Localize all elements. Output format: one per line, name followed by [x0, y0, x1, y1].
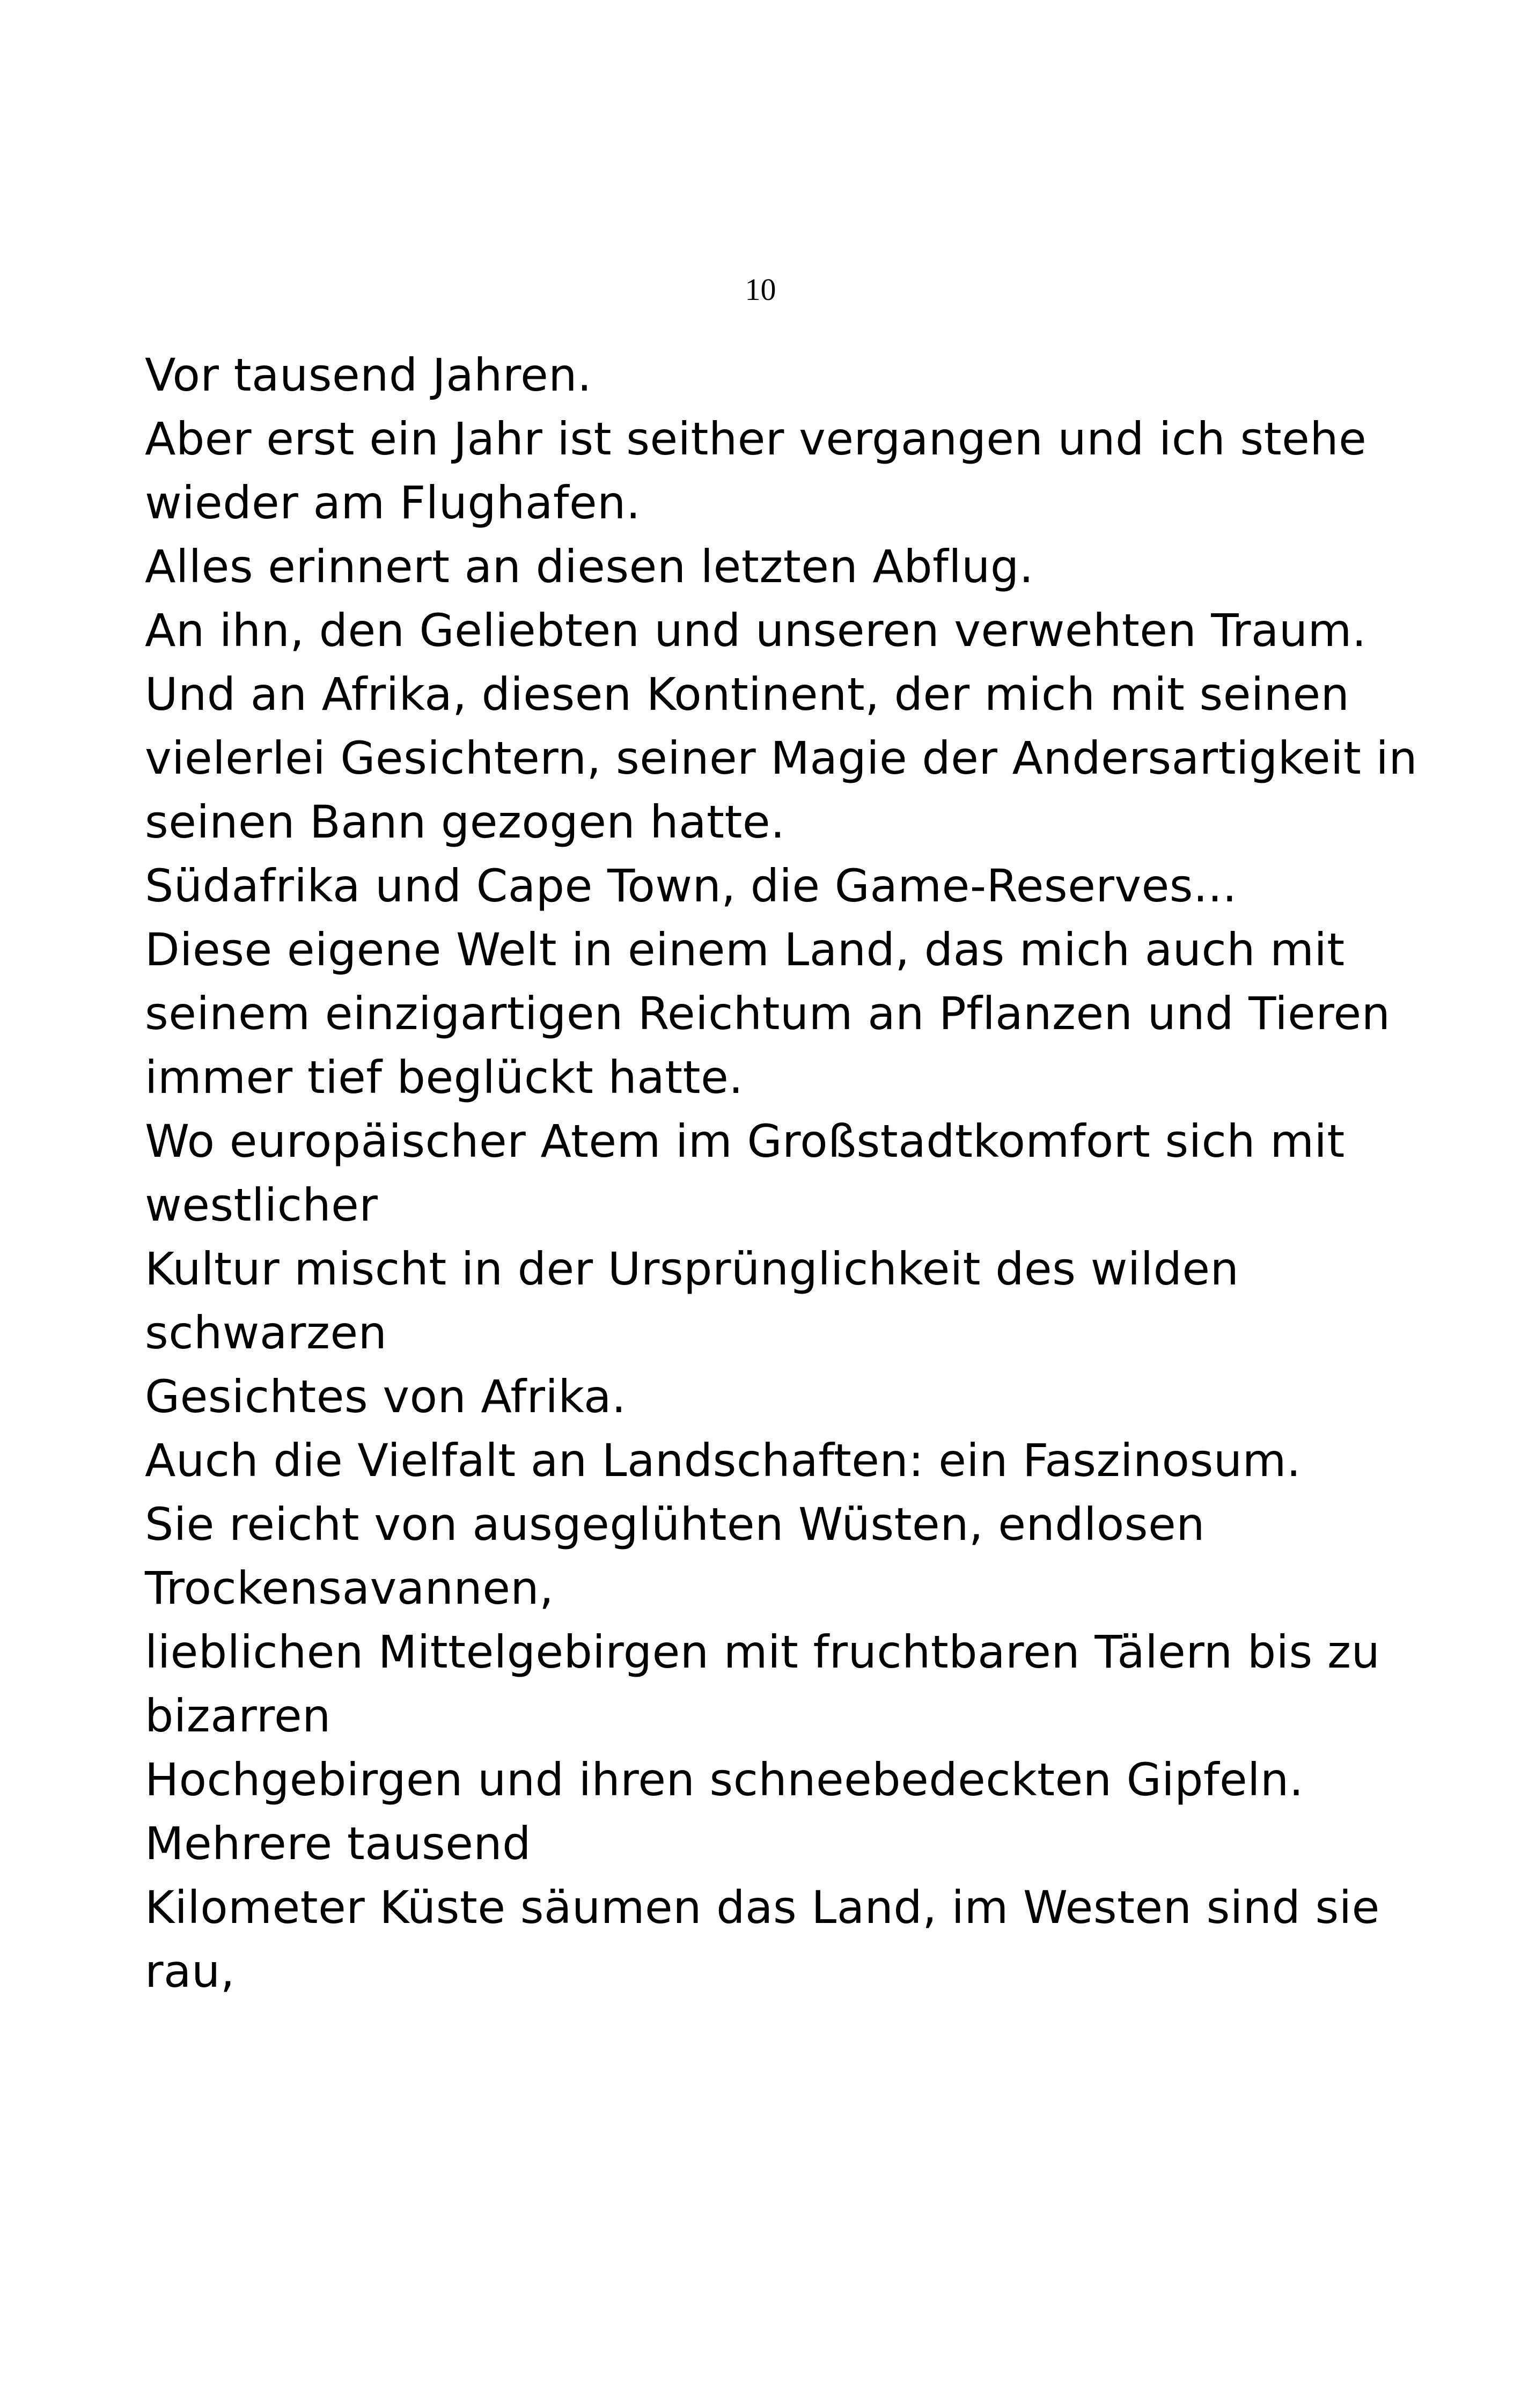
text-line: Und an Afrika, diesen Kontinent, der mich mit seinen: [145, 668, 1350, 721]
text-line: Trockensavannen,: [145, 1562, 554, 1614]
text-line: Vor tausend Jahren.: [145, 349, 592, 401]
text-line: Südafrika und Cape Town, die Game-Reserves...: [145, 860, 1237, 912]
page-number: 10: [745, 272, 776, 307]
text-line: rau,: [145, 1945, 235, 1998]
text-line: Alles erinnert an diesen letzten Abflug.: [145, 540, 1034, 593]
text-line: seinem einzigartigen Reichtum an Pflanzen und Tieren: [145, 987, 1391, 1040]
text-line: immer tief beglückt hatte.: [145, 1051, 744, 1104]
text-line: Hochgebirgen und ihren schneebedeckten Gipfeln.: [145, 1753, 1304, 1806]
text-line: Sie reicht von ausgeglühten Wüsten, endlosen: [145, 1498, 1205, 1551]
text-line: lieblichen Mittelgebirgen mit fruchtbaren Tälern bis zu: [145, 1626, 1380, 1678]
text-line: Gesichtes von Afrika.: [145, 1370, 627, 1423]
text-line: Kilometer Küste säumen das Land, im Westen sind sie: [145, 1881, 1380, 1934]
text-line: Mehrere tausend: [145, 1817, 531, 1870]
text-line: Wo europäischer Atem im Großstadtkomfort sich mit: [145, 1115, 1345, 1168]
body-text: [145, 343, 1418, 2003]
text-line: schwarzen: [145, 1306, 387, 1359]
text-line: Aber erst ein Jahr ist seither vergangen und ich stehe: [145, 413, 1367, 465]
text-line: Diese eigene Welt in einem Land, das mich auch mit: [145, 923, 1345, 976]
text-line: bizarren: [145, 1690, 331, 1742]
text-line: wieder am Flughafen.: [145, 476, 641, 529]
text-line: An ihn, den Geliebten und unseren verwehten Traum.: [145, 604, 1367, 657]
text-line: westlicher: [145, 1179, 378, 1231]
text-line: Kultur mischt in der Ursprünglichkeit des wilden: [145, 1243, 1239, 1295]
text-line: seinen Bann gezogen hatte.: [145, 796, 785, 848]
text-line: vielerlei Gesichtern, seiner Magie der Andersartigkeit in: [145, 732, 1418, 784]
text-line: Auch die Vielfalt an Landschaften: ein Faszinosum.: [145, 1434, 1302, 1487]
